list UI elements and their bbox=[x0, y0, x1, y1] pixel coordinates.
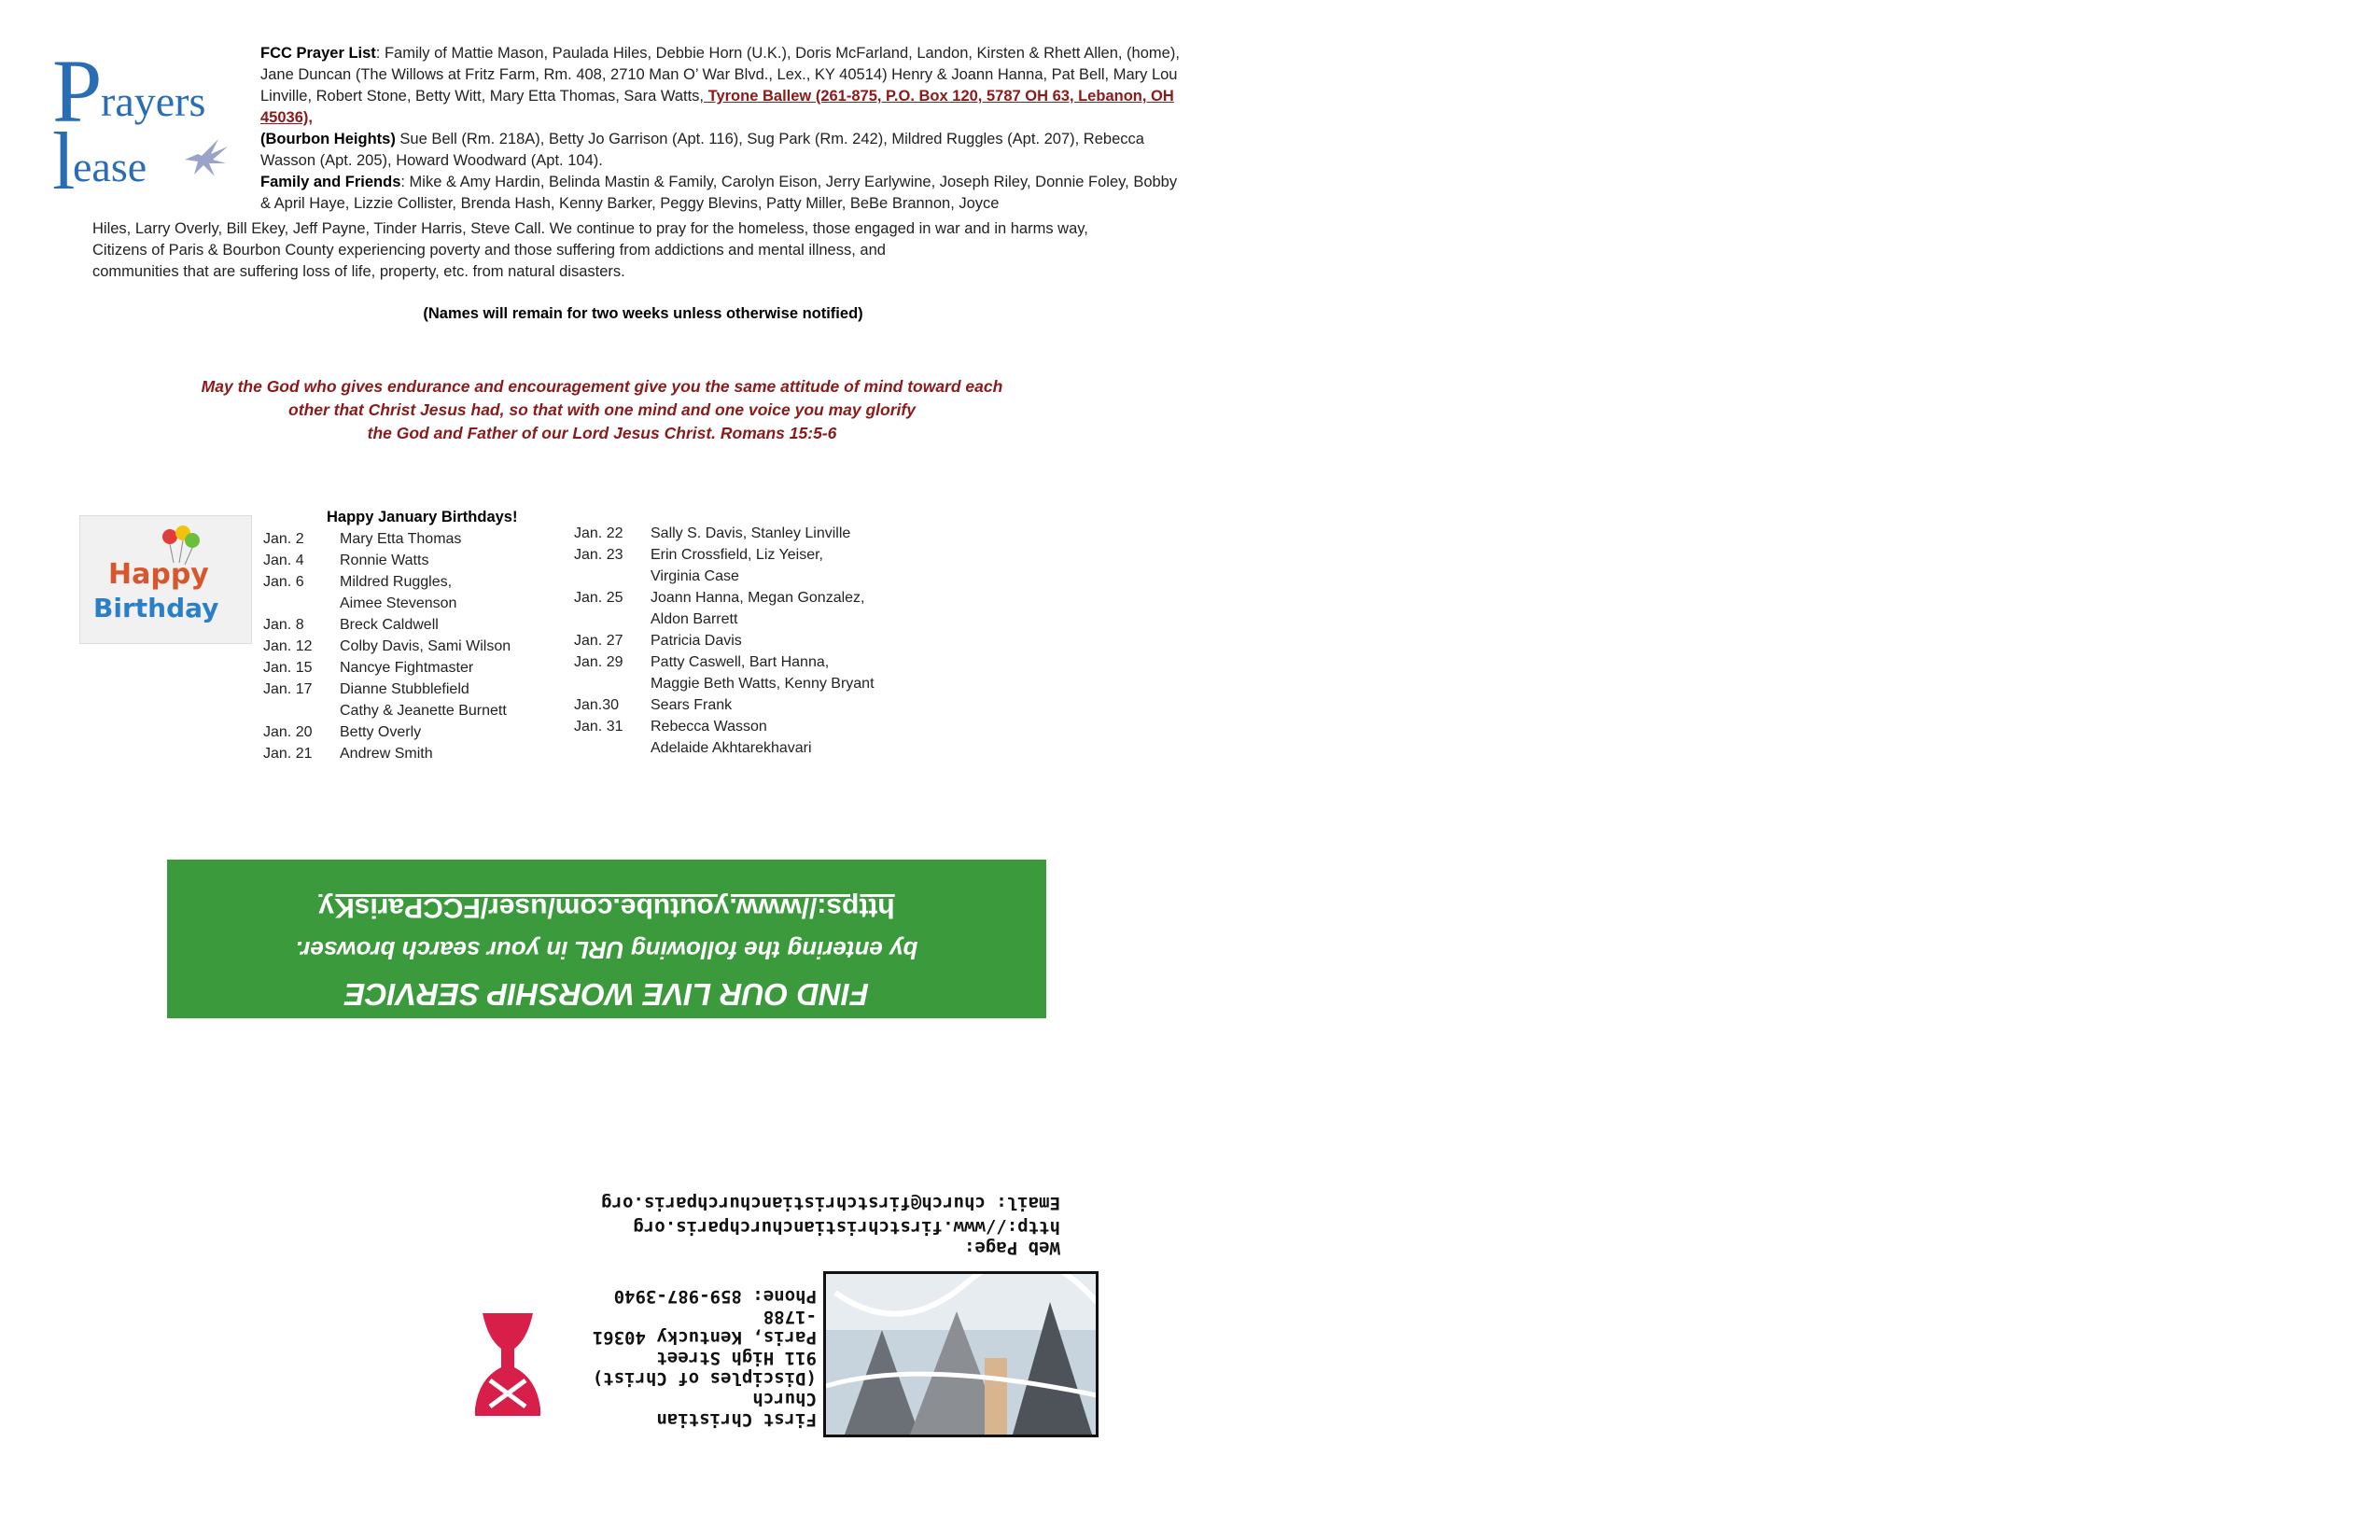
birthday-row bbox=[263, 550, 571, 571]
church-zip-ext: -1788 bbox=[763, 1307, 817, 1327]
birthday-row bbox=[574, 587, 929, 609]
dove-icon bbox=[185, 139, 228, 176]
birthday-names: Betty Overly bbox=[340, 724, 422, 740]
bourbon-heights-text: Sue Bell (Rm. 218A), Betty Jo Garrison (Apt. 116), Sug Park (Rm. 242), Mildred Ruggles (Apt. 207), Rebecca Wasson (Apt. 205), Howard Woodward (Apt. 104). bbox=[260, 131, 1144, 169]
birthday-names: Dianne Stubblefield bbox=[340, 681, 469, 697]
prayers-please-logo-graphic bbox=[52, 49, 253, 198]
web-page-line[interactable]: Web Page: http://www.firstchristianchurchparis.org bbox=[633, 1217, 1060, 1258]
prayer-list-cont-2: Citizens of Paris & Bourbon County experiencing poverty and those suffering from addictions and mental illness, and bbox=[92, 242, 886, 259]
birthday-date: Jan. 31 bbox=[574, 719, 623, 735]
birthday-names: Mildred Ruggles, bbox=[340, 574, 453, 590]
prayer-list-label: FCC Prayer List bbox=[260, 45, 376, 62]
email-line[interactable]: Email: church@firstchristianchurchparis.org bbox=[601, 1193, 1060, 1213]
birthday-names: Colby Davis, Sami Wilson bbox=[340, 638, 511, 654]
prayers-please-logo bbox=[52, 49, 253, 198]
birthday-date bbox=[263, 593, 340, 614]
birthday-date: Jan. 27 bbox=[574, 633, 623, 649]
birthday-date bbox=[574, 737, 651, 759]
birthday-names: Cathy & Jeanette Burnett bbox=[340, 703, 507, 719]
birthday-row bbox=[263, 743, 571, 764]
birthday-date: Jan. 25 bbox=[574, 590, 623, 606]
birthday-date bbox=[574, 609, 651, 630]
birthday-row bbox=[263, 614, 571, 636]
birthday-row bbox=[263, 657, 571, 679]
birthday-names: Joann Hanna, Megan Gonzalez, bbox=[651, 590, 865, 606]
birthday-date: Jan. 15 bbox=[263, 660, 313, 676]
birthday-row bbox=[574, 544, 929, 566]
birthday-date: Jan. 21 bbox=[263, 746, 313, 762]
birthday-row bbox=[263, 593, 571, 614]
birthday-row bbox=[574, 566, 929, 587]
birthday-names: Patricia Davis bbox=[651, 633, 742, 649]
church-street: 911 High Street bbox=[656, 1348, 817, 1368]
birthday-date bbox=[263, 700, 340, 721]
prayer-list-highlight: Tyrone Ballew (261-875, P.O. Box 120, 5787 OH 63, Lebanon, OH 45036), bbox=[260, 88, 1174, 126]
svg-text:Birthday: Birthday bbox=[93, 593, 219, 623]
prayer-list-cont-3: communities that are suffering loss of life, property, etc. from natural disasters. bbox=[92, 263, 625, 280]
verse-line-1: May the God who gives endurance and encouragement give you the same attitude of mind toward each bbox=[201, 377, 1003, 396]
bourbon-heights-label: (Bourbon Heights) bbox=[260, 131, 396, 147]
birthday-row bbox=[574, 673, 929, 694]
worship-heading: FIND OUR LIVE WORSHIP SERVICE bbox=[344, 977, 869, 1012]
verse-line-2: other that Christ Jesus had, so that with one mind and one voice you may glorify bbox=[288, 400, 916, 419]
birthday-names: Maggie Beth Watts, Kenny Bryant bbox=[651, 676, 875, 692]
birthday-date: Jan. 20 bbox=[263, 724, 313, 740]
church-phone: Phone: 859-987-3940 bbox=[613, 1286, 817, 1307]
birthday-names: Sally S. Davis, Stanley Linville bbox=[651, 525, 851, 541]
birthday-date: Jan. 2 bbox=[263, 531, 304, 547]
church-city: Paris, Kentucky 40361 bbox=[592, 1327, 817, 1348]
birthday-names: Mary Etta Thomas bbox=[340, 531, 462, 547]
birthday-date: Jan. 17 bbox=[263, 681, 313, 697]
birthday-names: Breck Caldwell bbox=[340, 617, 439, 633]
birthday-row bbox=[263, 571, 571, 593]
birthday-row bbox=[574, 737, 929, 759]
svg-text:l: l bbox=[52, 117, 76, 198]
prayer-list-notice: (Names will remain for two weeks unless otherwise notified) bbox=[423, 305, 863, 322]
prayer-list-block bbox=[260, 43, 1184, 215]
birthday-date: Jan. 8 bbox=[263, 617, 304, 633]
birthday-date: Jan.30 bbox=[574, 697, 620, 713]
church-denomination: (Disciples of Christ) bbox=[592, 1368, 817, 1389]
birthdays-right-column bbox=[574, 523, 929, 759]
scripture-verse bbox=[93, 375, 1111, 445]
birthday-row bbox=[263, 528, 571, 550]
birthday-date: Jan. 29 bbox=[574, 654, 623, 670]
verse-line-3: the God and Father of our Lord Jesus Christ. Romans 15:5-6 bbox=[367, 424, 837, 442]
birthday-row bbox=[263, 636, 571, 657]
birthday-names: Erin Crossfield, Liz Yeiser, bbox=[651, 547, 823, 563]
birthday-row bbox=[574, 523, 929, 544]
happy-birthday-image bbox=[79, 515, 252, 644]
birthday-row bbox=[574, 694, 929, 716]
birthday-date: Jan. 23 bbox=[574, 547, 623, 563]
church-name: First Christian Church bbox=[656, 1389, 817, 1430]
birthday-row bbox=[263, 721, 571, 743]
church-address-block bbox=[583, 1286, 817, 1430]
birthday-row bbox=[263, 700, 571, 721]
birthday-row bbox=[574, 609, 929, 630]
prayer-list-continuation bbox=[92, 218, 1194, 283]
birthday-names: Rebecca Wasson bbox=[651, 719, 767, 735]
birthday-row bbox=[574, 651, 929, 673]
svg-text:Happy: Happy bbox=[108, 558, 209, 591]
birthday-date bbox=[574, 566, 651, 587]
logo-big-p: P bbox=[52, 49, 103, 141]
svg-text:ease: ease bbox=[73, 143, 147, 190]
church-snow-photo bbox=[823, 1271, 1099, 1437]
church-web-email bbox=[566, 1193, 1060, 1258]
birthday-row bbox=[574, 716, 929, 737]
birthday-names: Aimee Stevenson bbox=[340, 595, 457, 611]
chalice-icon bbox=[471, 1311, 544, 1419]
birthdays-left-column bbox=[263, 528, 571, 764]
live-worship-box bbox=[167, 860, 1046, 1018]
birthdays-title: Happy January Birthdays! bbox=[327, 509, 518, 525]
logo-rayers: rayers bbox=[101, 77, 206, 125]
worship-url: https://www.youtube.com/user/FCCParisKy bbox=[318, 892, 895, 923]
birthday-names: Nancye Fightmaster bbox=[340, 660, 474, 676]
birthday-names: Adelaide Akhtarekhavari bbox=[651, 740, 812, 756]
birthday-names: Aldon Barrett bbox=[651, 611, 738, 627]
birthday-row bbox=[263, 679, 571, 700]
worship-subtext: by entering the following URL in your search browser. bbox=[295, 936, 918, 964]
birthday-date: Jan. 12 bbox=[263, 638, 313, 654]
prayer-list-cont-1: Hiles, Larry Overly, Bill Ekey, Jeff Payne, Tinder Harris, Steve Call. We continue to pray for the homeless, those engaged in war and in harms way, bbox=[92, 220, 1088, 237]
birthday-date bbox=[574, 673, 651, 694]
birthday-names: Andrew Smith bbox=[340, 746, 433, 762]
prayer-list-intro: : Family of Mattie Mason, Paulada Hiles, Debbie Horn (U.K.), Doris McFarland, Landon, Kirsten & Rhett Allen, (home), Jane Duncan (The Willows at Fritz Farm, Rm. 408, 2710 Man O’ War Blvd., Lex., KY 40514) Henry & Joann Hanna, Pat Bell, Mary Lou Linville, Robert Stone, Betty Witt, Mary Etta Thomas, Sara Watts, bbox=[260, 45, 1180, 105]
family-friends-label: Family and Friends bbox=[260, 174, 401, 190]
family-friends-text: : Mike & Amy Hardin, Belinda Mastin & Family, Carolyn Eison, Jerry Earlywine, Joseph Riley, Donnie Foley, Bobby & April Haye, Lizzie Collister, Brenda Hash, Kenny Barker, Peggy Blevins, Patty Miller, BeBe Brannon, Joyce bbox=[260, 174, 1178, 212]
birthday-row bbox=[574, 630, 929, 651]
birthday-names: Virginia Case bbox=[651, 568, 739, 584]
birthday-date: Jan. 22 bbox=[574, 525, 623, 541]
birthday-names: Ronnie Watts bbox=[340, 553, 429, 568]
birthday-date: Jan. 4 bbox=[263, 553, 304, 568]
birthday-date: Jan. 6 bbox=[263, 574, 304, 590]
birthday-names: Patty Caswell, Bart Hanna, bbox=[651, 654, 830, 670]
birthday-names: Sears Frank bbox=[651, 697, 733, 713]
